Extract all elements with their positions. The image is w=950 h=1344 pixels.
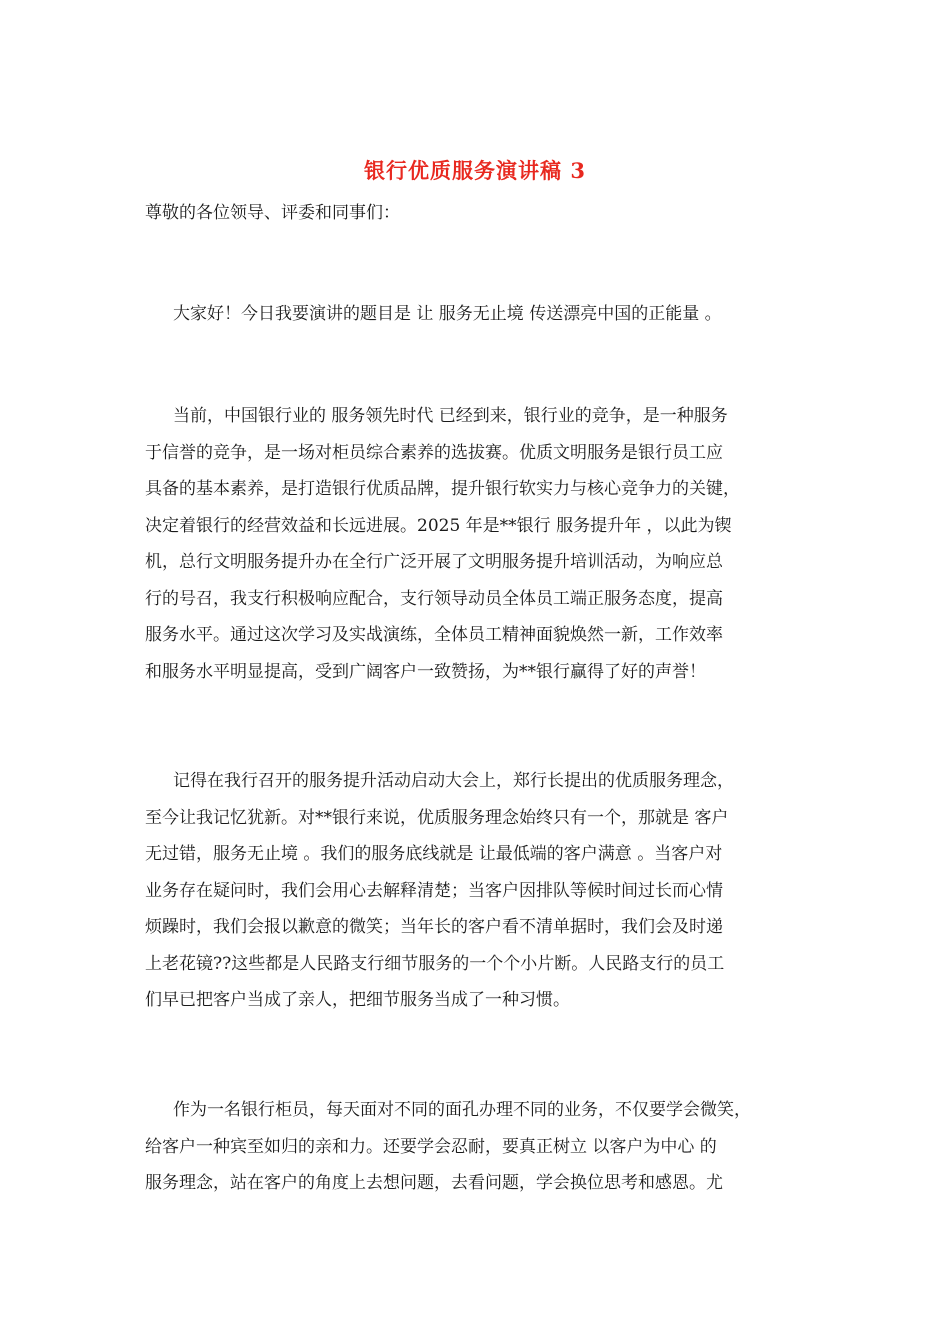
paragraph-line: 作为一名银行柜员，每天面对不同的面孔办理不同的业务，不仅要学会微笑， (173, 1100, 751, 1120)
paragraph-line: 决定着银行的经营效益和长远进展。2025 年是**银行 服务提升年 ，以此为锲 (145, 515, 732, 536)
paragraph-1 (145, 296, 809, 333)
paragraph-2 (145, 398, 809, 690)
paragraph-line: 大家好！今日我要演讲的题目是 让 服务无止境 传送漂亮中国的正能量 。 (173, 304, 722, 324)
paragraph-line: 和服务水平明显提高，受到广阔客户一致赞扬，为**银行赢得了好的声誉！ (145, 661, 706, 682)
paragraph-3 (145, 763, 809, 1019)
paragraph-line: 行的号召，我支行积极响应配合，支行领导动员全体员工端正服务态度，提高 (145, 588, 723, 609)
paragraph-line: 具备的基本素养，是打造银行优质品牌，提升银行软实力与核心竞争力的关键， (145, 479, 740, 499)
paragraph-line: 烦躁时，我们会报以歉意的微笑；当年长的客户看不清单据时，我们会及时递 (145, 917, 723, 937)
paragraph-line: 无过错，服务无止境 。我们的服务底线就是 让最低端的客户满意 。当客户对 (145, 844, 723, 864)
paragraph-line: 至今让我记忆犹新。对**银行来说，优质服务理念始终只有一个，那就是 客户 (145, 807, 729, 828)
paragraph-line: 业务存在疑问时，我们会用心去解释清楚；当客户因排队等候时间过长而心情 (145, 880, 723, 901)
paragraph-line: 服务水平。通过这次学习及实战演练，全体员工精神面貌焕然一新，工作效率 (145, 625, 723, 645)
paragraph-4 (145, 1092, 809, 1202)
paragraph-line: 给客户一种宾至如归的亲和力。还要学会忍耐，要真正树立 以客户为中心 的 (145, 1136, 717, 1157)
salutation (145, 195, 809, 232)
paragraph-line: 机，总行文明服务提升办在全行广泛开展了文明服务提升培训活动，为响应总 (145, 552, 723, 572)
paragraph-line: 服务理念，站在客户的角度上去想问题，去看问题，学会换位思考和感恩。尤 (145, 1173, 723, 1193)
document-title: 银行优质服务演讲稿 3 (364, 158, 586, 183)
salutation-line: 尊敬的各位领导、评委和同事们： (145, 203, 400, 223)
paragraph-line: 们早已把客户当成了亲人，把细节服务当成了一种习惯。 (145, 990, 570, 1010)
paragraph-line: 于信誉的竞争，是一场对柜员综合素养的选拔赛。优质文明服务是银行员工应 (145, 442, 723, 463)
paragraph-line: 上老花镜??这些都是人民路支行细节服务的一个个小片断。人民路支行的员工 (145, 953, 725, 974)
paragraph-line: 记得在我行召开的服务提升活动启动大会上，郑行长提出的优质服务理念， (173, 771, 734, 791)
paragraph-line: 当前，中国银行业的 服务领先时代 已经到来，银行业的竞争，是一种服务 (173, 406, 728, 426)
